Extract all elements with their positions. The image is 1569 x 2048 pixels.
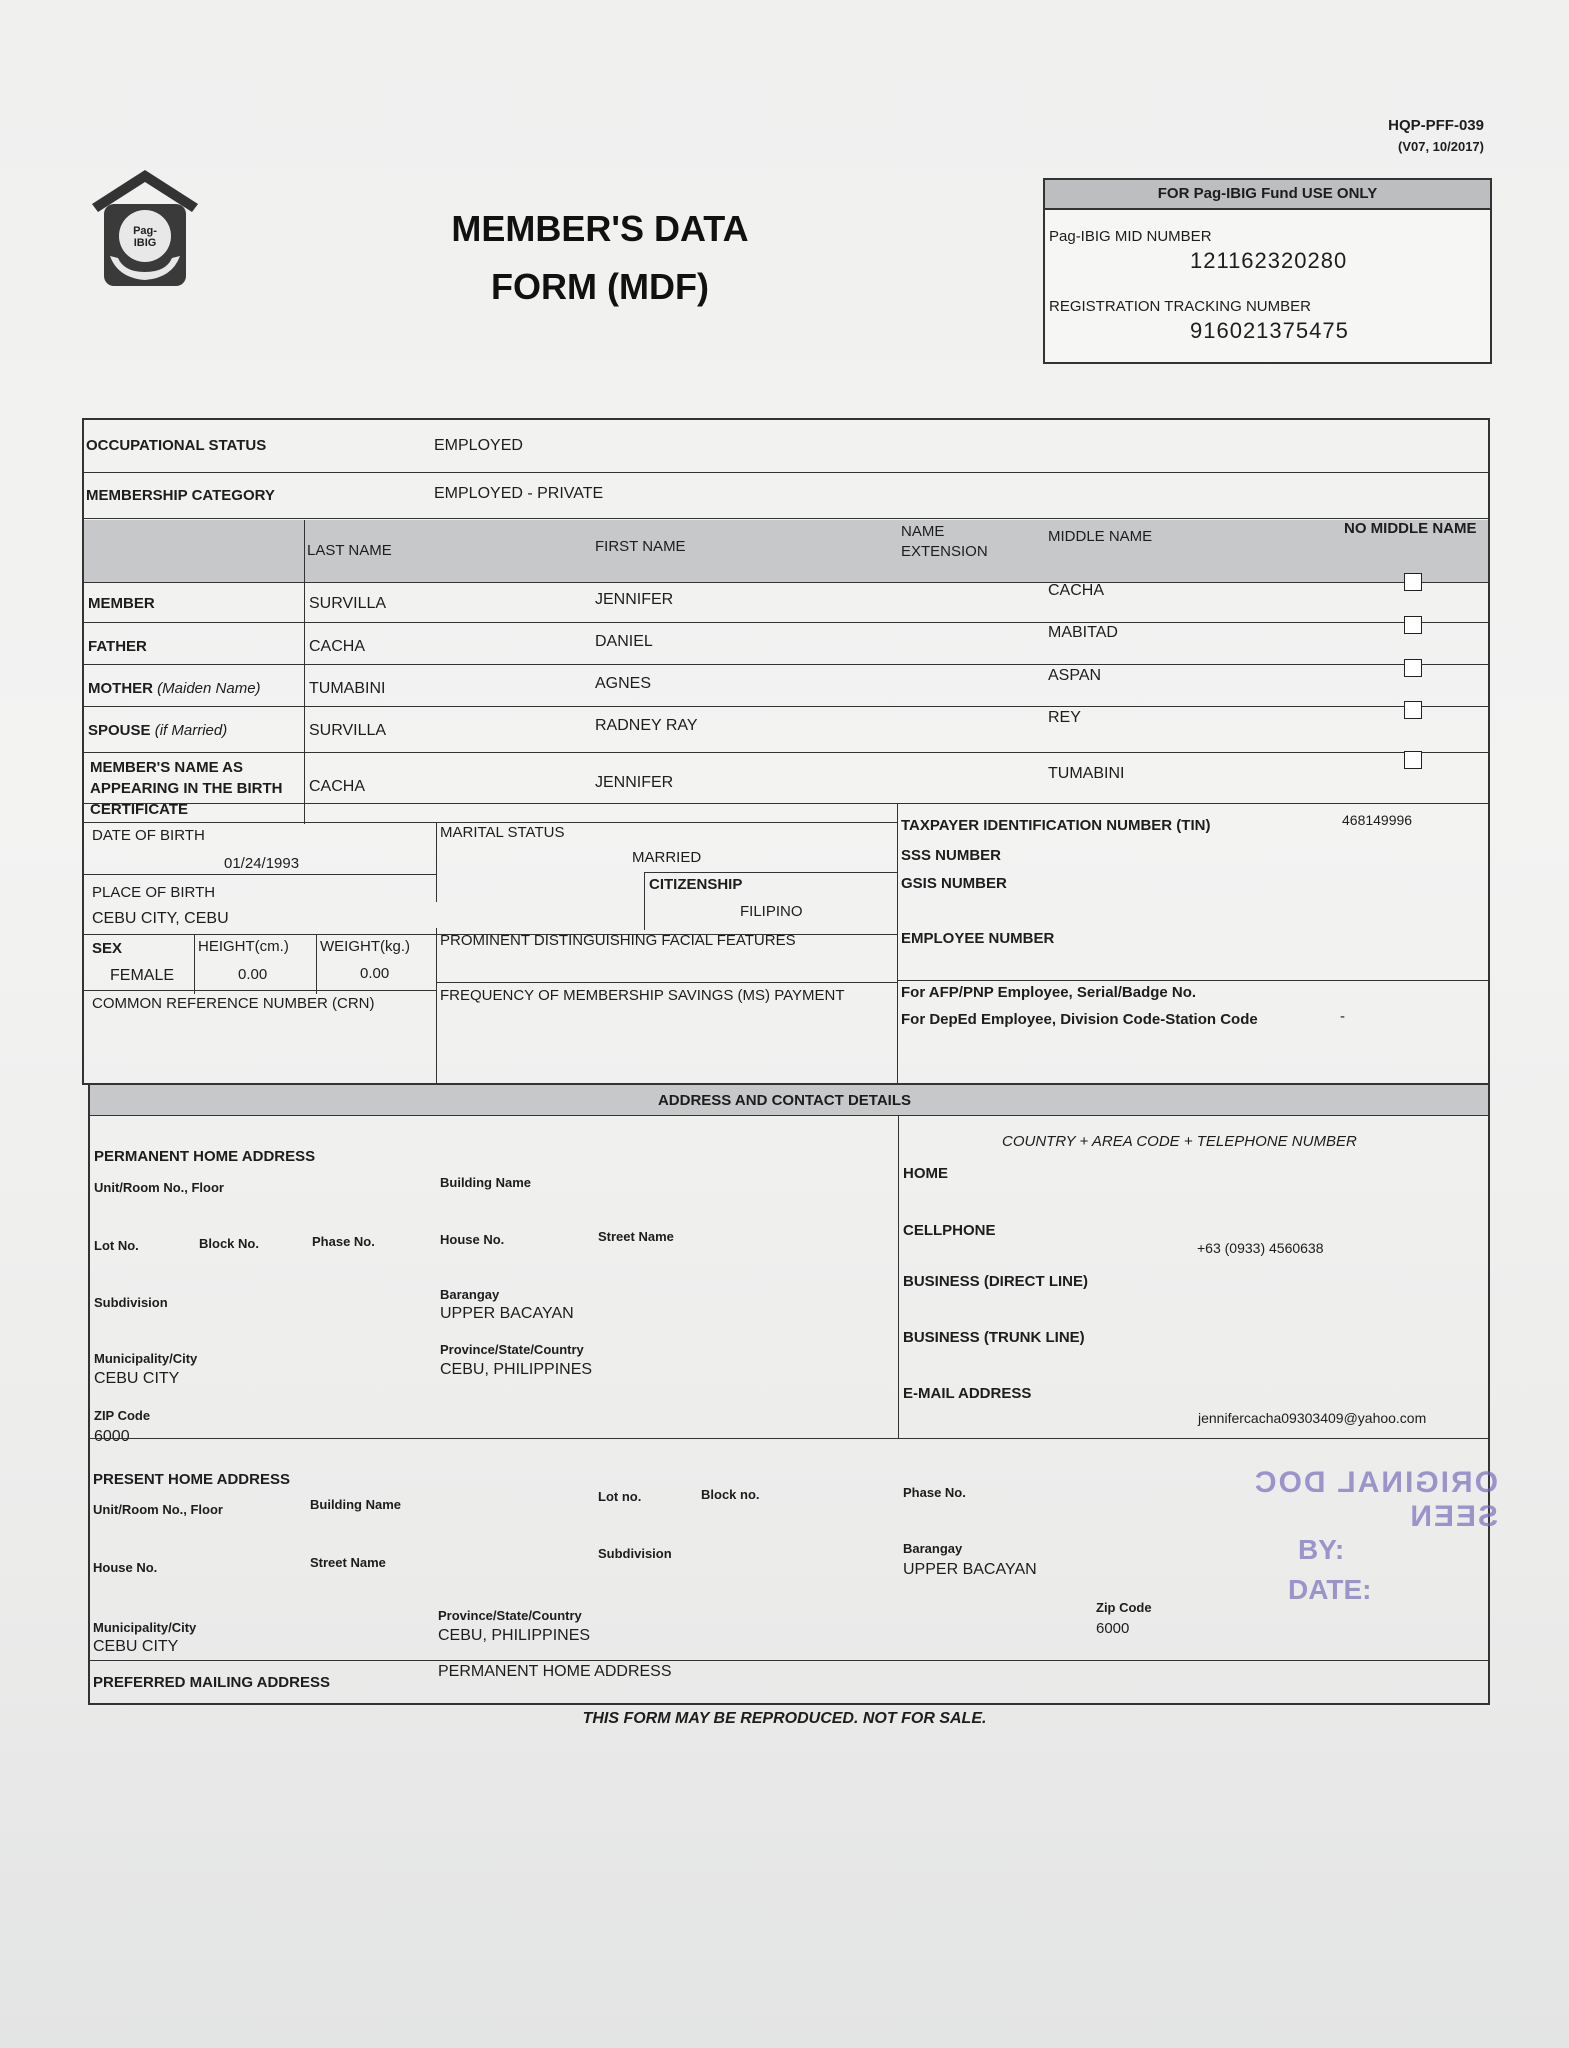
tin-value: 468149996 — [1342, 812, 1413, 828]
business-trunk-label: BUSINESS (TRUNK LINE) — [903, 1329, 1085, 1346]
pres-block-label: Block no. — [701, 1487, 760, 1502]
title-line-1: MEMBER'S DATA — [451, 208, 749, 249]
perm-zip-value: 6000 — [94, 1428, 130, 1445]
business-direct-label: BUSINESS (DIRECT LINE) — [903, 1273, 1089, 1290]
telephone-format-header: COUNTRY + AREA CODE + TELEPHONE NUMBER — [1002, 1133, 1357, 1150]
father-row-label: FATHER — [88, 638, 147, 655]
rtn-label: REGISTRATION TRACKING NUMBER — [1049, 298, 1311, 315]
rtn-value: 916021375475 — [1190, 318, 1349, 343]
weight-label: WEIGHT(kg.) — [320, 938, 410, 955]
form-code: HQP-PFF-039 — [1388, 117, 1484, 134]
member-row-label: MEMBER — [88, 595, 155, 612]
perm-house-label: House No. — [440, 1232, 505, 1247]
member-middle-name: CACHA — [1048, 582, 1105, 599]
title-line-2: FORM (MDF) — [491, 266, 709, 307]
sex-value: FEMALE — [110, 967, 175, 984]
marital-value: MARRIED — [632, 849, 702, 866]
form-code-block — [1388, 115, 1484, 157]
pres-province-label: Province/State/Country — [438, 1608, 582, 1623]
perm-zip-label: ZIP Code — [94, 1408, 151, 1423]
membership-category-value: EMPLOYED - PRIVATE — [434, 485, 604, 502]
perm-lot-label: Lot No. — [94, 1238, 139, 1253]
birthcert-label-1: MEMBER'S NAME AS — [90, 759, 244, 776]
form-version: (V07, 10/2017) — [1397, 139, 1484, 154]
stamp-line-2: BY: — [1298, 1534, 1345, 1565]
spouse-last-name: SURVILLA — [309, 722, 387, 739]
occupational-status-value: EMPLOYED — [434, 437, 523, 454]
mother-no-middle-checkbox[interactable] — [1404, 659, 1422, 677]
email-label: E-MAIL ADDRESS — [903, 1385, 1032, 1402]
birthcert-no-middle-checkbox[interactable] — [1404, 751, 1422, 769]
sss-label: SSS NUMBER — [901, 847, 1002, 864]
facial-features-label: PROMINENT DISTINGUISHING FACIAL FEATURES — [440, 932, 796, 949]
pres-barangay-value: UPPER BACAYAN — [903, 1561, 1037, 1578]
pres-province-value: CEBU, PHILIPPINES — [438, 1627, 591, 1644]
perm-phase-label: Phase No. — [312, 1234, 375, 1249]
perm-city-value: CEBU CITY — [94, 1370, 180, 1387]
tin-label: TAXPAYER IDENTIFICATION NUMBER (TIN) — [901, 817, 1211, 834]
mid-label: Pag-IBIG MID NUMBER — [1049, 228, 1212, 245]
perm-block-label: Block No. — [199, 1236, 259, 1251]
marital-label: MARITAL STATUS — [440, 824, 565, 841]
sex-label: SEX — [92, 940, 123, 957]
svg-text:Pag-: Pag- — [133, 225, 157, 237]
cellphone-label: CELLPHONE — [903, 1222, 996, 1239]
pres-house-label: House No. — [93, 1560, 158, 1575]
member-first-name: JENNIFER — [595, 591, 674, 608]
perm-unit-label: Unit/Room No., Floor — [94, 1180, 224, 1195]
father-first-name: DANIEL — [595, 633, 653, 650]
perm-building-label: Building Name — [440, 1175, 532, 1190]
mother-last-name: TUMABINI — [309, 680, 386, 697]
dob-label: DATE OF BIRTH — [92, 827, 205, 844]
no-middle-name-header: NO MIDDLE NAME — [1344, 520, 1477, 537]
cellphone-value: +63 (0933) 4560638 — [1197, 1240, 1324, 1256]
stamp-line-3: DATE: — [1288, 1574, 1372, 1605]
birthcert-first-name: JENNIFER — [595, 774, 674, 791]
ms-frequency-label: FREQUENCY OF MEMBERSHIP SAVINGS (MS) PAYMENT — [440, 987, 845, 1004]
member-last-name: SURVILLA — [309, 595, 387, 612]
mid-value: 121162320280 — [1190, 248, 1348, 273]
office-use-header: FOR Pag-IBIG Fund USE ONLY — [1045, 180, 1490, 210]
pres-building-label: Building Name — [310, 1497, 402, 1512]
form-title — [380, 200, 820, 316]
spouse-label-note: (if Married) — [154, 722, 228, 739]
middle-name-header: MIDDLE NAME — [1048, 528, 1153, 545]
perm-subdivision-label: Subdivision — [94, 1295, 168, 1310]
office-use-box — [1043, 178, 1492, 364]
pres-barangay-label: Barangay — [903, 1541, 963, 1556]
father-no-middle-checkbox[interactable] — [1404, 616, 1422, 634]
pres-zip-label: Zip Code — [1096, 1600, 1152, 1615]
father-last-name: CACHA — [309, 638, 366, 655]
spouse-middle-name: REY — [1048, 709, 1081, 726]
spouse-row-label — [88, 722, 227, 739]
member-no-middle-checkbox[interactable] — [1404, 573, 1422, 591]
svg-text:IBIG: IBIG — [133, 237, 157, 249]
crn-label: COMMON REFERENCE NUMBER (CRN) — [92, 995, 375, 1012]
perm-province-value: CEBU, PHILIPPINES — [440, 1361, 593, 1378]
pres-unit-label: Unit/Room No., Floor — [93, 1502, 223, 1517]
weight-value: 0.00 — [360, 965, 390, 982]
pres-city-label: Municipality/City — [93, 1620, 197, 1635]
pres-street-label: Street Name — [310, 1555, 386, 1570]
email-value: jennifercacha09303409@yahoo.com — [1198, 1410, 1427, 1426]
present-address-title: PRESENT HOME ADDRESS — [93, 1471, 290, 1488]
deped-label: For DepEd Employee, Division Code-Station Code — [901, 1011, 1258, 1028]
pres-city-value: CEBU CITY — [93, 1638, 179, 1655]
pres-zip-value: 6000 — [1096, 1620, 1130, 1637]
birthcert-label-2: APPEARING IN THE BIRTH — [90, 780, 283, 797]
perm-barangay-value: UPPER BACAYAN — [440, 1305, 574, 1322]
spouse-no-middle-checkbox[interactable] — [1404, 701, 1422, 719]
pres-subdivision-label: Subdivision — [598, 1546, 672, 1561]
pres-phase-label: Phase No. — [903, 1485, 966, 1500]
height-value: 0.00 — [238, 966, 268, 983]
spouse-label: SPOUSE — [88, 722, 151, 739]
mother-middle-name: ASPAN — [1048, 667, 1102, 684]
mother-first-name: AGNES — [595, 675, 652, 692]
birthcert-middle-name: TUMABINI — [1048, 765, 1125, 782]
birthcert-row-label — [90, 757, 283, 820]
gsis-label: GSIS NUMBER — [901, 875, 1007, 892]
name-header-row — [84, 520, 1488, 582]
citizenship-value: FILIPINO — [740, 903, 803, 920]
height-label: HEIGHT(cm.) — [198, 938, 289, 955]
pag-ibig-logo — [88, 166, 202, 292]
stamp-line-1: ORIGINAL DOC SEEN — [1252, 1466, 1498, 1533]
employee-number-label: EMPLOYEE NUMBER — [901, 930, 1055, 947]
citizenship-label: CITIZENSHIP — [649, 876, 743, 893]
address-table — [88, 1083, 1490, 1705]
spouse-first-name: RADNEY RAY — [595, 717, 698, 734]
mailing-address-value: PERMANENT HOME ADDRESS — [438, 1663, 672, 1680]
name-extension-header: NAME EXTENSION — [901, 523, 988, 560]
home-phone-label: HOME — [903, 1165, 948, 1182]
perm-street-label: Street Name — [598, 1229, 674, 1244]
perm-city-label: Municipality/City — [94, 1351, 198, 1366]
first-name-header: FIRST NAME — [595, 538, 686, 555]
occupational-status-label: OCCUPATIONAL STATUS — [86, 437, 267, 454]
mother-row-label — [88, 680, 261, 697]
original-doc-seen-stamp — [1198, 1466, 1498, 1606]
mother-label-note: (Maiden Name) — [157, 680, 261, 697]
perm-barangay-label: Barangay — [440, 1287, 500, 1302]
birthcert-label-3: CERTIFICATE — [90, 801, 189, 818]
pob-value: CEBU CITY, CEBU — [92, 910, 229, 927]
address-section-title: ADDRESS AND CONTACT DETAILS — [657, 1092, 912, 1109]
mailing-address-label: PREFERRED MAILING ADDRESS — [93, 1674, 330, 1691]
last-name-header: LAST NAME — [307, 542, 392, 559]
permanent-address-title: PERMANENT HOME ADDRESS — [94, 1148, 316, 1165]
afp-pnp-label: For AFP/PNP Employee, Serial/Badge No. — [901, 984, 1197, 1001]
pres-lot-label: Lot no. — [598, 1489, 642, 1504]
reproduction-notice: THIS FORM MAY BE REPRODUCED. NOT FOR SALE. — [582, 1710, 987, 1727]
perm-province-label: Province/State/Country — [440, 1342, 584, 1357]
mother-label: MOTHER — [88, 680, 153, 697]
deped-value: - — [1340, 1008, 1345, 1025]
pob-label: PLACE OF BIRTH — [92, 884, 216, 901]
membership-category-label: MEMBERSHIP CATEGORY — [86, 487, 275, 504]
dob-value: 01/24/1993 — [224, 855, 300, 872]
birthcert-last-name: CACHA — [309, 778, 366, 795]
father-middle-name: MABITAD — [1048, 624, 1118, 641]
